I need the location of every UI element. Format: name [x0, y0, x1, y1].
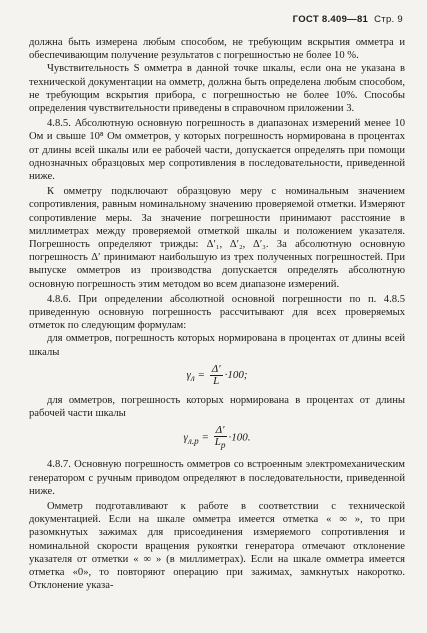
standard-number: ГОСТ 8.409—81 — [292, 14, 369, 25]
page-number: Стр. 9 — [374, 14, 403, 25]
paragraph: для омметров, погрешность которых нормирована в процентах от длины всей шкалы — [29, 333, 405, 358]
paragraph: 4.8.7. Основную погрешность омметров со встроенным электромеханическим генератором с ручным приводом определяют в последовательности, приведенной ниже. — [29, 459, 405, 497]
paragraph: Омметр подготавливают к работе в соответствии с технической документацией. Если на шкале омметра имеется отметка « ∞ », то при разомкнутых зажимах для присоединения измеряемого сопротивления и номинальной скорости вращения рукоятки генератора отмечают отклонение указателя от отметки « ∞ » (в миллиметрах). Если на шкале омметра имеется отметка «0», то повторяют операцию при зажимах, замкнутых накоротко. Отклонение указа- — [29, 501, 405, 592]
paragraph: для омметров, погрешность которых нормирована в процентах от длины рабочей части шкалы — [29, 394, 405, 420]
formula-full-scale: $\gamma_л$ = $\frac{\Delta'}{L}$ ·100; — [186, 362, 248, 387]
body-text — [29, 36, 405, 593]
formula-working-scale: $\gamma_{л.р}$ = $\frac{\Delta'}{L_р}$ ·100. — [183, 424, 251, 451]
paragraph: 4.8.6. При определении абсолютной основной погрешности по п. 4.8.5 приведенную основную погрешность рассчитывают для всех проверяемых отметок по следующим формулам: — [29, 293, 405, 332]
paragraph: должна быть измерена любым способом, не требующим вскрытия омметра и обеспечивающим получение результатов с погрешностью не более 10 %. — [29, 37, 405, 62]
page-header — [293, 14, 403, 25]
paragraph: Чувствительность S омметра в данной точке шкалы, если она не указана в технической документации на омметр, должна быть определена любым способом, не требующим вскрытия прибора, с погрешностью не более 10%. Способы определения чувствительности приведены в справочном приложении 3. — [29, 63, 405, 115]
paragraph: К омметру подключают образцовую меру с номинальным значением сопротивления, равным номинальному значению проверяемой отметки. Измеряют сопротивление меры. За значение погрешности принимают расстояние в миллиметрах между проверяемой отметкой шкалы и положением указателя. Погрешность определяют трижды: Δ′₁, Δ′₂, Δ′₃. За абсолютную основную погрешность Δ′ принимают наибольшую из трех полученных погрешностей. При выпуске омметров из производства допускается определять абсолютную основную погрешность этим методом во всем диапазоне измерений. — [29, 186, 405, 290]
paragraph: 4.8.5. Абсолютную основную погрешность в диапазонах измерений менее 10 Ом и свыше 10⁸ Ом омметров, у которых погрешность нормирована в процентах от длины всей шкалы или ее рабочей части, допускается определять при помощи однозначных образцовых мер сопротивления в последовательности, приведенной ниже. — [29, 118, 405, 183]
